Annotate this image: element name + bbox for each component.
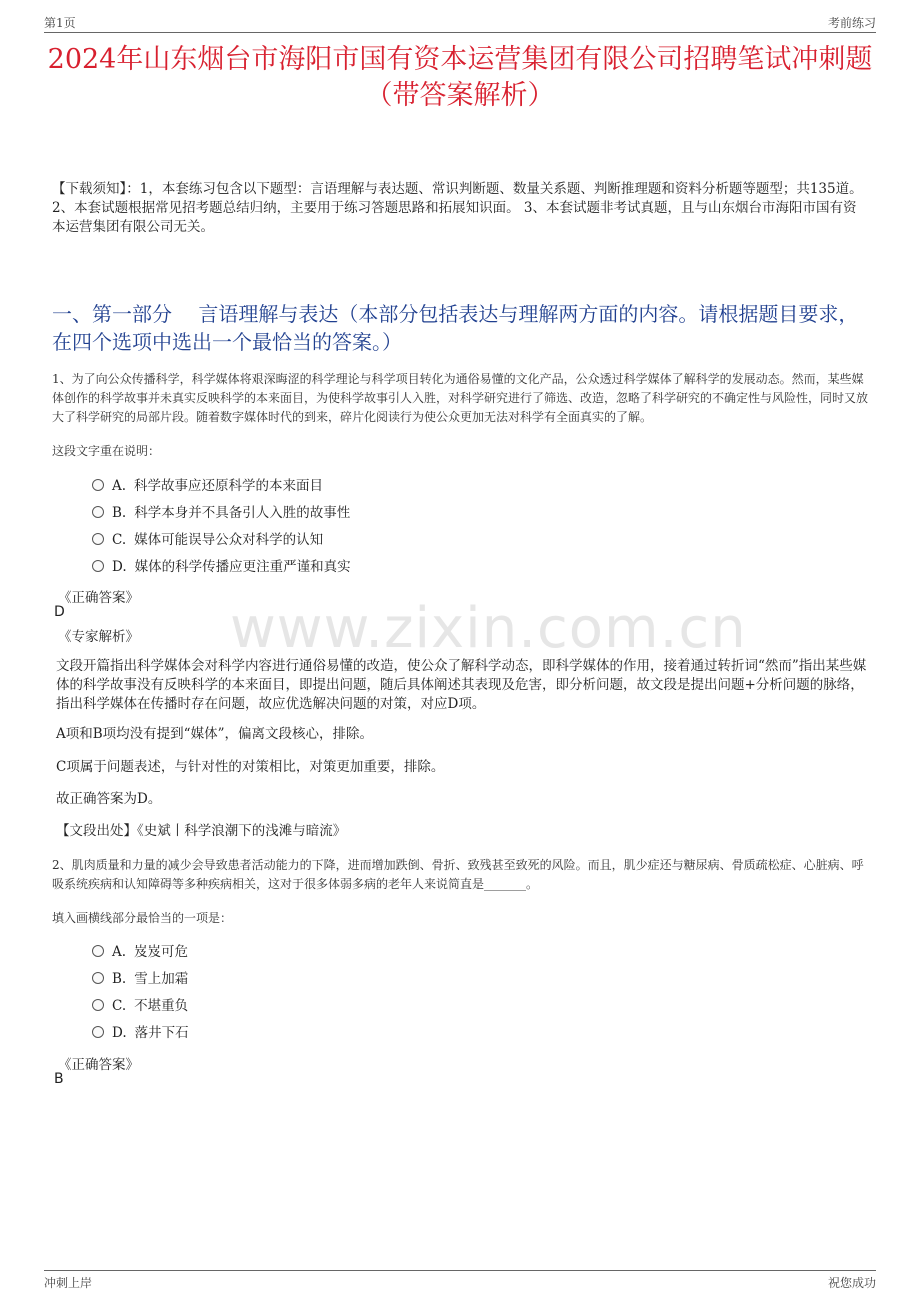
q1-answer: D [54, 604, 65, 620]
page-footer [44, 1270, 876, 1291]
q1-option-c[interactable]: C. 媒体可能误导公众对科学的认知 [92, 530, 323, 550]
q1-answer-label: 《正确答案》 [58, 590, 139, 606]
q1-option-b[interactable]: B. 科学本身并不具备引人入胜的故事性 [92, 503, 350, 523]
footer-right-text: 祝您成功 [827, 1276, 876, 1290]
radio-icon[interactable] [92, 999, 104, 1011]
page-header [44, 14, 876, 33]
footer-left-text: 冲刺上岸 [44, 1276, 93, 1290]
q1-source: 【文段出处】《史斌丨科学浪潮下的浅滩与暗流》 [56, 823, 347, 839]
section-heading: 一、第一部分 言语理解与表达（本部分包括表达与理解两方面的内容。请根据题目要求，在四个选项中选出一个最恰当的答案。） [52, 302, 859, 354]
download-notice: 【下载须知】：1，本套练习包含以下题型：言语理解与表达题、常识判断题、数量关系题、判断推理题和资料分析题等题型；共135道。 2、本套试题根据常见招考题总结归纳，主要用于练习答题思路和拓展知识面。 3、本套试题非考试真题，且与山东烟台市海阳市国有资本运营集团有限公司无关。 [52, 181, 863, 235]
document-title: 2024年山东烟台市海阳市国有资本运营集团有限公司招聘笔试冲刺题（带答案解析） [47, 44, 873, 111]
q1-analysis-conclusion: 故正确答案为D。 [56, 791, 162, 807]
question-2-text: 2、肌肉质量和力量的减少会导致患者活动能力的下降，进而增加跌倒、骨折、致残甚至致死的风险。而且，肌少症还与糖尿病、骨质疏松症、心脏病、呼吸系统疾病和认知障碍等多种疾病相关，这对于很多体弱多病的老年人来说简直是_______。 [52, 858, 864, 891]
watermark: www.zixin.com.cn [230, 596, 747, 661]
radio-icon[interactable] [92, 972, 104, 984]
question-1-text: 1、为了向公众传播科学，科学媒体将艰深晦涩的科学理论与科学项目转化为通俗易懂的文化产品，公众透过科学媒体了解科学的发展动态。然而，某些媒体创作的科学故事并未真实反映科学的本来面目，为使科学故事引人入胜，对科学研究进行了筛选、改造，忽略了科学研究的不确定性与风险性，同时又放大了科学研究的局部片段。随着数字媒体时代的到来，碎片化阅读行为使公众更加无法对科学有全面真实的了解。 [52, 372, 869, 424]
q2-option-d[interactable]: D. 落井下石 [92, 1023, 189, 1043]
q1-analysis-paragraph: A项和B项均没有提到“媒体”，偏离文段核心，排除。 [56, 726, 373, 742]
radio-icon[interactable] [92, 533, 104, 545]
radio-icon[interactable] [92, 560, 104, 572]
q1-analysis-paragraph: C项属于问题表述，与针对性的对策相比，对策更加重要，排除。 [56, 759, 445, 775]
question-2-prompt: 填入画横线部分最恰当的一项是： [52, 911, 233, 925]
page-number: 第1页 [44, 16, 76, 30]
radio-icon[interactable] [92, 479, 104, 491]
radio-icon[interactable] [92, 506, 104, 518]
q2-answer-label: 《正确答案》 [58, 1057, 139, 1073]
header-right-text: 考前练习 [827, 16, 876, 30]
q2-option-a[interactable]: A. 岌岌可危 [92, 942, 188, 962]
q1-option-d[interactable]: D. 媒体的科学传播应更注重严谨和真实 [92, 557, 351, 577]
q2-option-c[interactable]: C. 不堪重负 [92, 996, 188, 1016]
q2-answer: B [54, 1071, 64, 1087]
q1-analysis-label: 《专家解析》 [58, 629, 139, 645]
q1-option-a[interactable]: A. 科学故事应还原科学的本来面目 [92, 476, 323, 496]
radio-icon[interactable] [92, 1026, 104, 1038]
q1-analysis-paragraph: 文段开篇指出科学媒体会对科学内容进行通俗易懂的改造，使公众了解科学动态，即科学媒体的作用，接着通过转折词“然而”指出某些媒体的科学故事没有反映科学的本来面目，即提出问题，随后具体阐述其表现及危害，即分析问题，故文段是提出问题+分析问题的脉络，指出科学媒体在传播时存在问题，故应优选解决问题的对策，对应D项。 [56, 658, 867, 712]
question-1-prompt: 这段文字重在说明： [52, 444, 161, 458]
radio-icon[interactable] [92, 945, 104, 957]
q2-option-b[interactable]: B. 雪上加霜 [92, 969, 188, 989]
